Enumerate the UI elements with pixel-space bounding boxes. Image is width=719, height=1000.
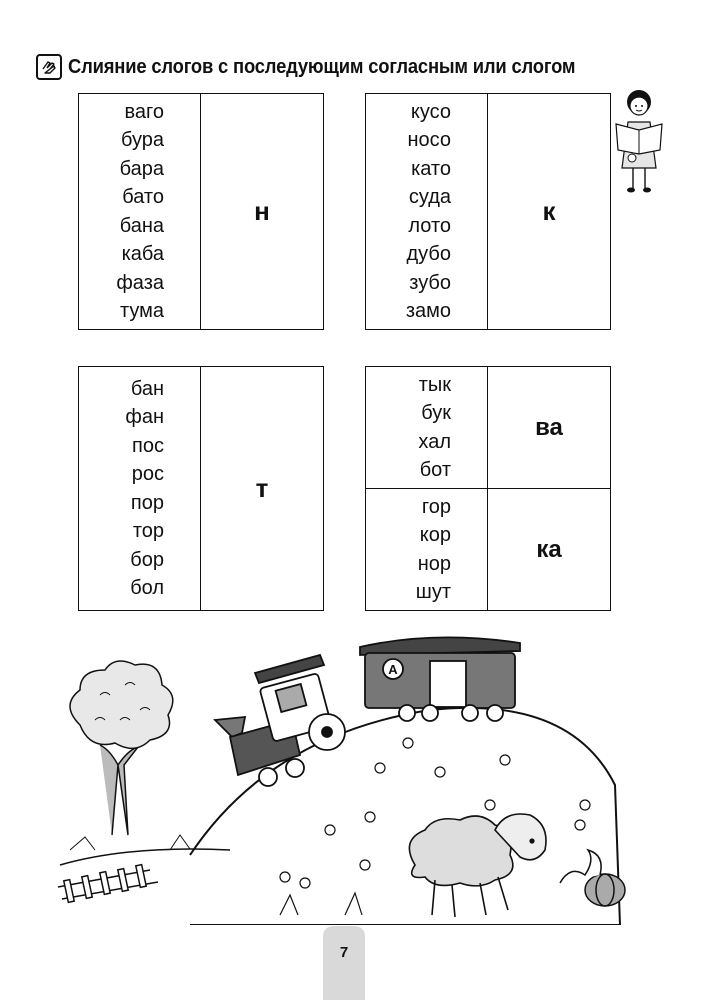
word-item: фан bbox=[125, 406, 164, 428]
target-letter: н bbox=[254, 196, 270, 226]
word-item: дубо bbox=[406, 243, 451, 265]
word-item: суда bbox=[408, 186, 451, 208]
word-item: рос bbox=[131, 463, 164, 485]
word-item: бато bbox=[122, 186, 164, 208]
tree-illustration bbox=[70, 661, 190, 850]
word-item: хал bbox=[418, 430, 451, 453]
table-row bbox=[366, 488, 610, 610]
word-item: бана bbox=[119, 214, 164, 237]
word-item: бан bbox=[130, 377, 164, 400]
girl-reading-illustration bbox=[608, 88, 670, 196]
word-column bbox=[79, 367, 201, 610]
word-item: бура bbox=[120, 129, 164, 151]
syllable-table-t bbox=[78, 366, 324, 611]
word-item: фаза bbox=[116, 271, 164, 294]
table-row bbox=[366, 367, 610, 488]
word-item: носо bbox=[407, 129, 451, 151]
word-item: бор bbox=[130, 548, 164, 571]
word-column bbox=[79, 94, 201, 329]
wagon-illustration bbox=[360, 637, 520, 721]
word-item: бол bbox=[130, 577, 164, 599]
rail-track bbox=[58, 865, 158, 903]
word-item: лото bbox=[408, 214, 451, 237]
word-item: тор bbox=[132, 520, 164, 542]
page-number: 7 bbox=[339, 944, 349, 961]
word-column bbox=[366, 94, 488, 329]
word-item: ваго bbox=[124, 100, 164, 123]
word-item: зубо bbox=[409, 271, 451, 294]
target-letter: т bbox=[255, 473, 269, 503]
word-item: тык bbox=[418, 373, 451, 396]
word-item: като bbox=[411, 157, 451, 180]
target-syllable: ва bbox=[535, 413, 563, 441]
word-item: кусо bbox=[410, 100, 451, 123]
target-syllable: ка bbox=[536, 535, 562, 563]
word-item: каба bbox=[121, 243, 164, 265]
word-item: шут bbox=[415, 581, 451, 603]
word-column bbox=[366, 367, 488, 488]
word-column bbox=[366, 489, 488, 610]
word-item: пос bbox=[132, 434, 164, 457]
word-item: бара bbox=[119, 157, 164, 180]
syllable-table-n bbox=[78, 93, 324, 330]
word-item: замо bbox=[405, 300, 451, 322]
word-item: бот bbox=[419, 459, 451, 481]
wagon-letter: А bbox=[388, 662, 398, 677]
page-number-tab bbox=[323, 926, 365, 1000]
word-item: нор bbox=[417, 552, 451, 575]
word-item: гор bbox=[421, 495, 451, 518]
page-title: Слияние слогов с последующим согласным или слогом bbox=[68, 55, 576, 78]
hand-icon bbox=[36, 54, 62, 80]
heading bbox=[36, 54, 619, 80]
word-item: пор bbox=[130, 491, 164, 514]
train-hill-scene bbox=[40, 625, 680, 925]
syllable-table-va-ka bbox=[365, 366, 611, 611]
word-item: кор bbox=[419, 524, 451, 546]
word-item: бук bbox=[421, 402, 451, 424]
syllable-table-k bbox=[365, 93, 611, 330]
target-letter: к bbox=[542, 196, 556, 226]
word-item: тума bbox=[119, 300, 164, 322]
